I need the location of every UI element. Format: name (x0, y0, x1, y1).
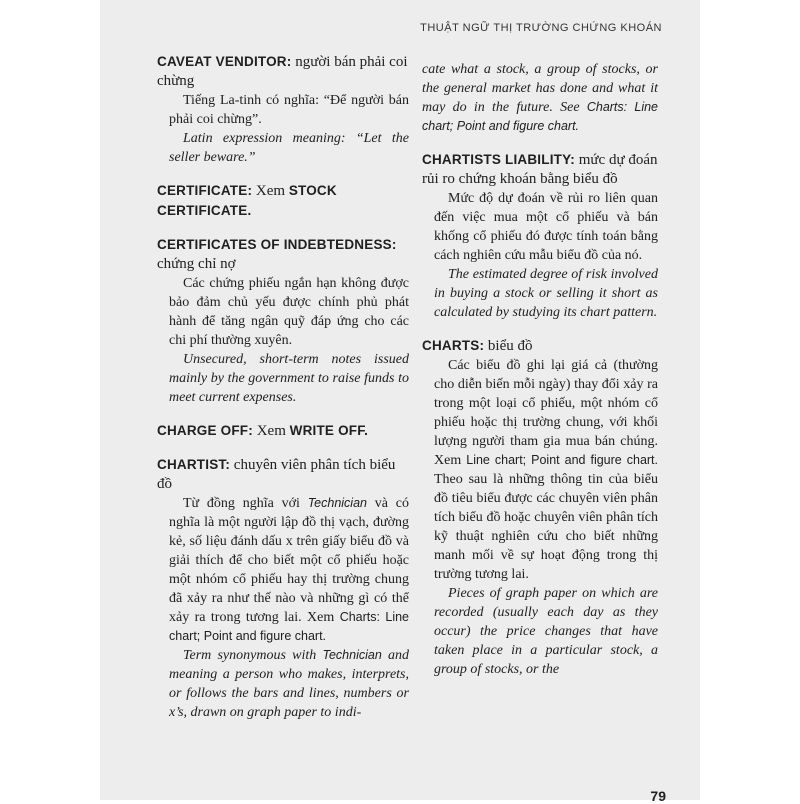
entry-term: CERTIFICATES OF INDEBTEDNESS: (157, 237, 397, 252)
entry-charts (422, 336, 658, 679)
definition-text: và có nghĩa là một người lập đồ thị vạch, đường kẻ, số liệu đánh dấu x trên giấy biểu đồ và giải thích để cho biết một cổ phiếu hoặc một nhóm cổ phiếu hay thị trường chung đã xảy ra như thế nào và những gì có thể xảy ra trong tương lai. Xem (169, 496, 410, 625)
entry-certificates-of-indebtedness (157, 235, 409, 407)
entry-heading (157, 181, 409, 221)
entry-term: CHARTS: (422, 338, 485, 353)
entry-translation: mức dự đoán rủi ro chứng khoán bằng biểu đồ (422, 152, 658, 187)
entry-charge-off (157, 421, 409, 441)
definition-text: Các biểu đồ ghi lại giá cả (thường cho diễn biến mỗi ngày) thay đổi xảy ra trong một loại cổ phiếu, một nhóm cổ phiếu hoặc thị trường chung, với khối lượng người tham gia mua bán chúng. Xem (434, 358, 658, 468)
entry-heading (157, 235, 409, 274)
see-label: See (560, 100, 580, 115)
english-definition (157, 646, 409, 722)
english-definition-continued (422, 60, 658, 136)
english-definition: The estimated degree of risk involved in buying a stock or selling it short as calculated by studying its chart pattern. (434, 267, 658, 320)
cross-reference: Charts: Line chart; Point and figure chart. (422, 100, 659, 133)
cross-reference: Charts: Line chart; Point and figure chart. (169, 610, 410, 643)
entry-translation: biểu đồ (487, 338, 533, 354)
entry-term: CERTIFICATE: (157, 183, 253, 198)
entry-term: CAVEAT VENDITOR: (157, 54, 292, 69)
vietnamese-definition: Tiếng La-tinh có nghĩa: “Để người bán phải coi chừng”. (169, 93, 409, 127)
book-page (100, 0, 700, 804)
vietnamese-definition (157, 494, 409, 646)
technician-term: Technician (307, 496, 367, 510)
cross-reference: Line chart; Point and figure chart. (466, 453, 659, 467)
left-column (157, 52, 409, 736)
entry-term: CHARTIST: (157, 457, 231, 472)
page-number: 79 (650, 788, 666, 804)
english-definition: Unsecured, short-term notes issued mainly by the government to raise funds to meet current expenses. (169, 352, 409, 405)
entry-heading (422, 336, 658, 356)
entry-chartist-continued (422, 60, 658, 136)
right-column (422, 60, 658, 693)
english-definition: Latin expression meaning: “Let the seller beware.” (169, 131, 409, 165)
entry-heading (157, 455, 409, 494)
entry-heading (157, 52, 409, 91)
entry-caveat-venditor (157, 52, 409, 167)
vietnamese-definition: Mức độ dự đoán về rủi ro liên quan đến việc mua một cổ phiếu và bán khống cổ phiếu đó được tính toán bằng cách nghiên cứu mẫu biểu đồ của nó. (434, 191, 658, 263)
definition-text: Theo sau là những thông tin của biểu đồ tiêu biểu được các chuyên viên phân tích biểu đồ hoặc chuyên viên phân tích kỹ thuật nghiên cứu cho biết những manh mối về sự hoạt động trong thị trường tương lai. (434, 472, 658, 582)
entry-translation: chuyên viên phân tích biểu đồ (157, 457, 396, 492)
entry-term: CHARTISTS LIABILITY: (422, 152, 575, 167)
definition-text: Từ đồng nghĩa với (183, 496, 300, 511)
english-definition: Pieces of graph paper on which are recorded (usually each day as they occur) the price changes that have taken place in a particular stock, a group of stocks, or the (434, 586, 658, 677)
entry-chartists-liability (422, 150, 658, 322)
definition-text: and meaning a person who makes, interprets, or follows the bars and lines, numbers or x’s, drawn on graph paper to indi- (169, 648, 410, 720)
technician-term: Technician (322, 648, 382, 662)
cross-reference: WRITE OFF. (289, 423, 369, 438)
entry-heading (422, 150, 658, 189)
entry-term: CHARGE OFF: (157, 423, 253, 438)
see-label: Xem (256, 423, 286, 439)
entry-translation: chứng chỉ nợ (157, 256, 236, 272)
entry-chartist (157, 455, 409, 722)
entry-translation: người bán phải coi chừng (157, 54, 408, 89)
entry-heading (157, 421, 409, 441)
see-label: Xem (255, 183, 286, 199)
running-head: THUẬT NGỮ THỊ TRƯỜNG CHỨNG KHOÁN (420, 22, 662, 34)
entry-certificate (157, 181, 409, 221)
vietnamese-definition: Các chứng phiếu ngắn hạn không được bảo đảm chủ yếu được chính phủ phát hành để tăng ngân quỹ đáp ứng cho các chi phí thường xuyên. (169, 276, 409, 348)
definition-text: Term synonymous with (183, 648, 317, 663)
definition-text: cate what a stock, a group of stocks, or the general market has done and what it may do in the future. (422, 62, 658, 115)
cross-reference: STOCK CERTIFICATE. (157, 183, 337, 218)
vietnamese-definition (422, 356, 658, 584)
